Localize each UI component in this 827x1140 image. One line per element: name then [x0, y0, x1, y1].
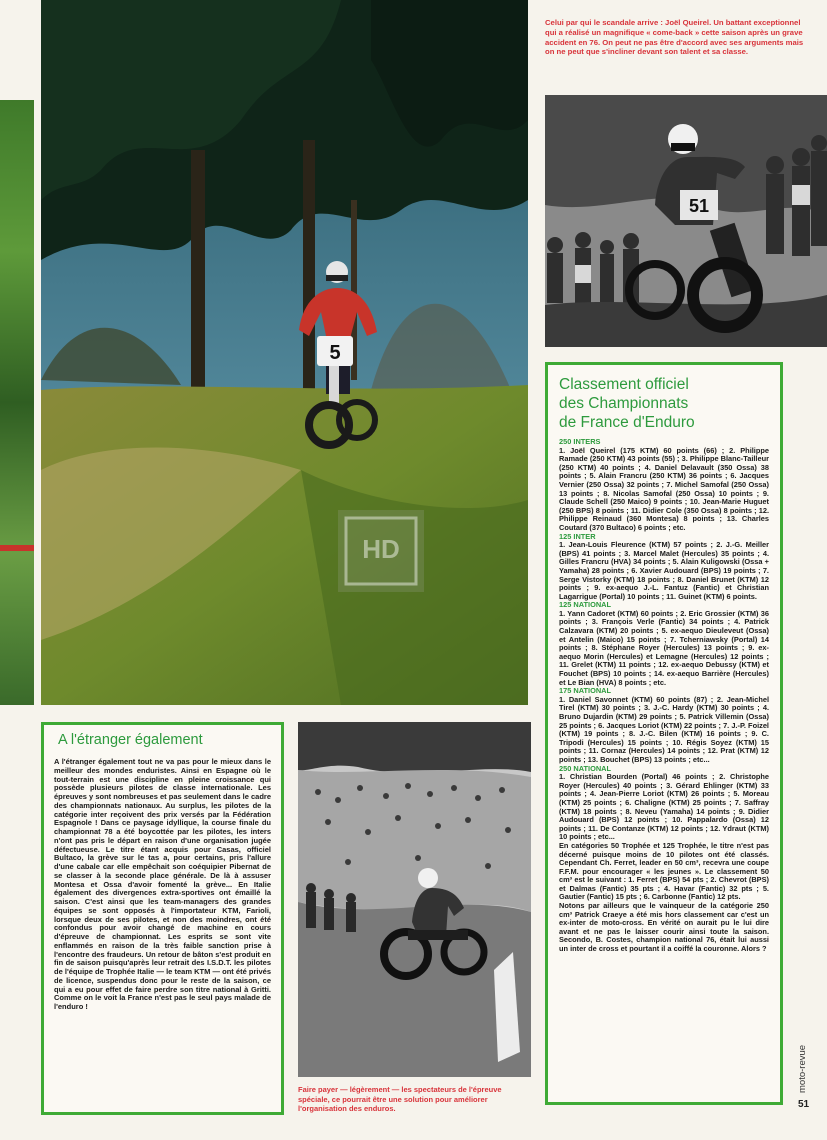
abroad-body-text: A l'étranger également tout ne va pas pour le mieux dans le meilleur des mondes enduristes. Ainsi en Espagne où le tout-terrain est une discipline en pleine croissance qui possède plusieurs pilotes de classe internationale. Les épreuves y sont nombreuses et pas seulement dans le cadre des championnats nationaux. Au surplus, les pilotes de la catégorie inter reçoivent des prix versés par la Fédération Espagnole ! Dans ce paysage idyllique, la course finale du championnat 78 a été boycottée par les pilotes, les inters n'ont pas pris le départ en raison d'une organisation jugée défectueuse. Le titre étant acquis pour Casas, officiel Bultaco, la grève sur le tas a, pour certains, pris l'allure d'une cabale car elle empêchait son coéquipier Pibernat de se classer à la seconde place générale. De là à assuser Montesa et Ossa d'avoir fomenté la grève... En Italie également des divergences extra-sportives ont émaillé la saison. C'est ainsi que les team-managers des grandes équipes se sont opposés à l'importateur KTM, Farioli, lorsque deux de ses pilotes, et non des moindres, ont été confondus pour avoir changé de machine en cours d'épreuve de championnat. Les esprits se sont vite enflammés en raison de la très faible sanction prise à l'encontre des fraudeurs. Un retour de bâton s'est produit en fin de saison puisqu'après leur retrait des I.S.D.T. les pilotes de l'équipe de Trophée Italie — le team KTM — ont été privés de licence, suspendus donc pour le reste de la saison, ce qui a eu pour effet de faire perdre son titre national à Gritti. Comme on le voit la France n'est pas le seul pays malade de l'enduro ! — [54, 757, 271, 1011]
page-number: 51 — [798, 1099, 810, 1110]
page-edge-strip — [0, 100, 34, 705]
magazine-name — [797, 1035, 811, 1095]
red-edge-mark — [0, 545, 34, 551]
results-section-125-national — [559, 601, 769, 687]
results-section-text: 1. Joël Queirel (175 KTM) 60 points (66) ; 2. Philippe Ramade (250 KTM) 43 points (55) ; 3. Philippe Blanc-Tailleur (250 KTM) 40 points ; 4. Daniel Delavault (350 Ossa) 38 points ; 5. Alain Francru (250 KTM) 36 points ; 6. Jacques Vernier (250 Ossa) 32 points ; 7. Michel Samofal (250 Ossa) 13 points ; 8. Nicolas Samofal (250 Ossa) 10 points ; 9. Claude Schell (250 Maico) 9 points ; 10. Jean-Marie Huguet (250 BPS) 8 points ; 11. Didier Cole (350 Ossa) 8 points ; 12. Philippe Reinaud (360 Montesa) 8 points ; 13. Charles Coutard (370 Bultaco) 6 points ; etc. — [559, 445, 769, 532]
results-section-trophee — [559, 842, 769, 902]
abroad-box — [41, 722, 284, 1115]
results-section-125-inter — [559, 533, 769, 602]
main-photo — [41, 0, 528, 705]
results-section-heading: 125 INTER — [559, 531, 596, 541]
rider-number-plate: 5 — [329, 342, 341, 364]
caption-top-right: Celui par qui le scandale arrive : Joël Queirel. Un battant exceptionnel qui a réalisé un magnifique « come-back » cette saison après un grave accident en 76. On peut ne pas être d'accord avec ses arguments mais on ne peut que s'incliner devant son talent et sa classe. — [545, 18, 804, 57]
bottom-photo — [298, 722, 531, 1077]
results-title-line: Classement officiel — [559, 376, 689, 393]
results-title-line: des Championnats — [559, 395, 689, 412]
top-right-photo — [545, 95, 827, 347]
results-section-text: 1. Christian Bourden (Portal) 46 points ; 2. Christophe Royer (Hercules) 40 points ; 3. Gérard Ehlinger (KTM) 33 points ; 4. Jean-Pierre Loriot (KTM) 26 points ; 5. Moreau (KTM) 25 points ; 6. Chaligne (KTM) 25 points ; 7. Saffray (KTM) 18 points ; 8. Neveu (Yamaha) 14 points ; 9. Didier Audouard (BPS) 12 points ; 10. Pappalardo (Ossa) 12 points ; 11. De Contanze (KTM) 12 points ; 12. Ydraut (KTM) 10 points ; etc... — [559, 772, 769, 842]
results-section-text: 1. Daniel Savonnet (KTM) 60 points (87) ; 2. Jean-Michel Tirel (KTM) 30 points ; 3. J.-C. Hardy (KTM) 30 points ; 4. Bruno Dujardin (KTM) 29 points ; 5. Patrick Villemin (Ossa) 25 points ; 6. Jacques Loriot (KTM) 22 points ; 7. J.-P. Foizel (KTM) 19 points ; 8. J.-C. Bilen (KTM) 16 points ; 9. C. Tripodi (Hercules) 15 points ; 10. Régis Soyez (KTM) 15 points ; 11. Cornaz (Hercules) 14 points ; 12. Prat (KTM) 12 points ; 13. Bouchet (BPS) 13 points ; etc... — [559, 694, 769, 764]
results-section-heading: 250 NATIONAL — [559, 763, 612, 773]
results-section-text: 1. Yann Cadoret (KTM) 60 points ; 2. Eric Grossier (KTM) 36 points ; 3. François Verle (Fantic) 34 points ; 4. Patrick Calzavara (KTM) 20 points ; 5. ex-aequo Dieuleveut (Ossa) et Antelin (Maico) 15 points ; 7. Tcherniawsky (Portal) 14 points ; 8. Stéphane Royer (Hercules) 13 points ; 9. ex-aequo Morin (Hercules) et Lemagne (Hercules) 12 points ; 11. Grelet (KTM) 11 points ; 12. ex-aequo Debussy (KTM) et Fouchet (BPS) 10 points ; 14. ex-aequo Barrière (Hercules) et Le Bian (HVA) 8 points ; etc. — [559, 608, 769, 687]
results-section-heading: 250 INTERS — [559, 437, 601, 446]
results-section-text: En catégories 50 Trophée et 125 Trophée, le titre n'est pas décerné puisque moins de 10 pilotes ont été classés. Cependant Ch. Ferret, leader en 50 cm³, recevra une coupe F.F.M. pour encourager « les jeunes ». Le classement 50 cm³ est le suivant : 1. Ferret (BPS) 54 pts ; 2. Chevrot (BPS) et Dalmas (Fantic) 35 pts ; 4. Havar (Fantic) 32 pts ; 5. Gautier (Fantic) 15 pts ; 6. Carbonne (Fantic) 12 pts. — [559, 840, 769, 902]
results-title — [559, 375, 769, 432]
results-section-250-national — [559, 765, 769, 842]
results-section-text: Notons par ailleurs que le vainqueur de la catégorie 250 cm³ Patrick Craeye a été mis hors classement car c'est un ex-inter de moto-cross. En vérité on aurait pu le lui dire avant et ne pas le laisser courir ainsi toute la saison. Secondo, B. Costes, champion national 76, était lui aussi un inter de cross et pourtant il a coiffé la couronne. Alors ? — [559, 901, 769, 954]
rider-forest-photo — [41, 0, 528, 705]
results-box — [545, 362, 783, 1105]
rider-crowd-photo — [545, 95, 827, 347]
magazine-name-text: moto-revue — [797, 1044, 808, 1093]
caption-bottom: Faire payer — légèrement — les spectateurs de l'épreuve spéciale, ce pourrait être une solution pour améliorer l'organisation des enduros. — [298, 1085, 502, 1113]
abroad-title: A l'étranger également — [58, 732, 203, 748]
results-section-250-inters — [559, 438, 769, 533]
svg-text:HD: HD — [362, 534, 400, 564]
watermark-logo — [338, 510, 424, 592]
results-section-heading: 125 NATIONAL — [559, 600, 612, 610]
results-section-heading: 175 NATIONAL — [559, 686, 612, 696]
spectators-photo — [298, 722, 531, 1077]
results-section-notes — [559, 902, 769, 954]
results-section-text: 1. Jean-Louis Fleurence (KTM) 57 points ; 2. J.-G. Meiller (BPS) 41 points ; 3. Marcel Malet (Hercules) 35 points ; 4. Gilles Francru (HVA) 34 points ; 5. Alain Kuligowski (Ossa + Yamaha) 28 points ; 6. Xavier Audouard (BPS) 19 points ; 7. Serge Vistorky (KTM) 18 points ; 8. Daniel Brunet (KTM) 12 points ; 9. ex-aequo J.-L. Fantuz (Fantic) et Christian Lagarrigue (Portal) 10 points ; 11. Guinet (KTM) 6 points. — [559, 540, 769, 601]
results-section-175-national — [559, 687, 769, 764]
results-title-line: de France d'Enduro — [559, 414, 695, 431]
rider-number-plate: 51 — [688, 196, 710, 216]
